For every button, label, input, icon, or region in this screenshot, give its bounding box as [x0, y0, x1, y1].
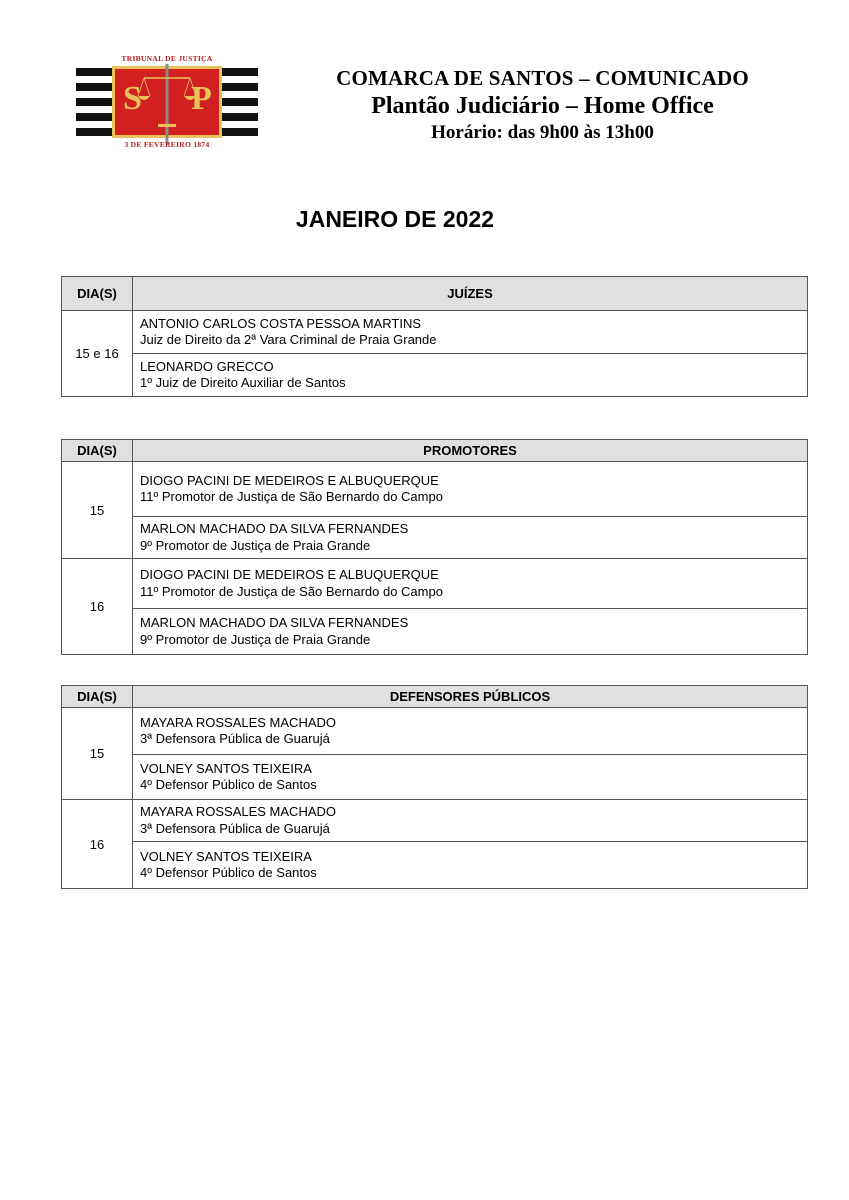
defenders-column-header: DEFENSORES PÚBLICOS [133, 686, 808, 708]
defenders-table [61, 685, 808, 889]
person-cell [133, 559, 808, 609]
prosecutors-column-header: PROMOTORES [133, 440, 808, 462]
person-name: DIOGO PACINI DE MEDEIROS E ALBUQUERQUE [140, 567, 439, 582]
logo-letter-s: S [123, 80, 142, 117]
header-schedule: Horário: das 9h00 às 13h00 [431, 122, 654, 143]
person-role: 3ª Defensora Pública de Guarujá [140, 820, 330, 836]
logo-top-caption: TRIBUNAL DE JUSTIÇA [121, 54, 213, 63]
logo-bottom-caption: 3 DE FEVEREIRO 1874 [124, 140, 210, 149]
table-row [62, 311, 808, 354]
tj-sp-logo [74, 52, 260, 152]
person-name: MARLON MACHADO DA SILVA FERNANDES [140, 615, 409, 630]
person-cell [133, 800, 808, 842]
person-role: 11º Promotor de Justiça de São Bernardo do Campo [140, 489, 443, 504]
person-cell [133, 311, 808, 354]
judges-table [61, 276, 808, 397]
person-role: 11º Promotor de Justiça de São Bernardo do Campo [140, 583, 443, 599]
person-cell [133, 462, 808, 517]
person-role: Juiz de Direito da 2ª Vara Criminal de Praia Grande [140, 332, 437, 347]
table-row [62, 708, 808, 755]
person-role: 9º Promotor de Justiça de Praia Grande [140, 537, 371, 553]
table-row [62, 755, 808, 800]
day-cell: 15 e 16 [62, 311, 133, 397]
day-cell: 15 [62, 462, 133, 559]
prosecutors-table [61, 439, 808, 655]
tj-sp-coat-of-arms-icon [74, 52, 260, 152]
table-row [62, 800, 808, 842]
person-role: 9º Promotor de Justiça de Praia Grande [140, 631, 371, 647]
table-header-row [62, 440, 808, 462]
person-name: VOLNEY SANTOS TEIXEIRA [140, 848, 312, 864]
table-header-row [62, 277, 808, 311]
person-role: 4º Defensor Público de Santos [140, 777, 317, 792]
person-role: 1º Juiz de Direito Auxiliar de Santos [140, 375, 346, 390]
person-name: MAYARA ROSSALES MACHADO [140, 714, 337, 730]
days-column-header: DIA(S) [62, 440, 133, 462]
person-name: DIOGO PACINI DE MEDEIROS E ALBUQUERQUE [140, 472, 439, 488]
judges-column-header: JUÍZES [133, 277, 808, 311]
table-row [62, 609, 808, 655]
person-cell [133, 842, 808, 889]
logo-letter-p: P [191, 80, 212, 117]
header-title: COMARCA DE SANTOS – COMUNICADO [336, 66, 749, 90]
person-cell [133, 517, 808, 559]
table-row [62, 842, 808, 889]
days-column-header: DIA(S) [62, 277, 133, 311]
person-cell [133, 354, 808, 397]
day-cell: 16 [62, 800, 133, 889]
person-name: LEONARDO GRECCO [140, 358, 274, 374]
header-subtitle: Plantão Judiciário – Home Office [371, 93, 714, 119]
person-name: MAYARA ROSSALES MACHADO [140, 804, 337, 819]
person-name: MARLON MACHADO DA SILVA FERNANDES [140, 521, 409, 536]
person-cell [133, 708, 808, 755]
table-row [62, 559, 808, 609]
person-cell [133, 755, 808, 800]
person-role: 4º Defensor Público de Santos [140, 865, 317, 880]
day-cell: 15 [62, 708, 133, 800]
person-role: 3ª Defensora Pública de Guarujá [140, 731, 330, 746]
person-name: VOLNEY SANTOS TEIXEIRA [140, 760, 312, 776]
table-header-row [62, 686, 808, 708]
table-row [62, 462, 808, 517]
month-title: JANEIRO DE 2022 [295, 206, 495, 232]
day-cell: 16 [62, 559, 133, 655]
days-column-header: DIA(S) [62, 686, 133, 708]
person-name: ANTONIO CARLOS COSTA PESSOA MARTINS [140, 315, 422, 331]
document-header [300, 66, 785, 144]
person-cell [133, 609, 808, 655]
table-row [62, 354, 808, 397]
table-row [62, 517, 808, 559]
